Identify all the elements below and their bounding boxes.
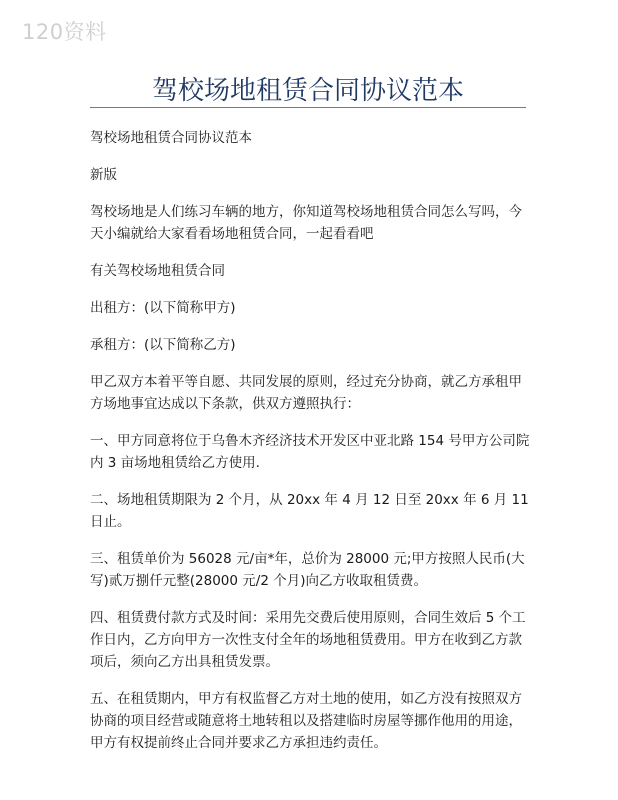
paragraph-preamble: 甲乙双方本着平等自愿、共同发展的原则，经过充分协商，就乙方承租甲方场地事宜达成以下条款，供双方遵照执行：	[90, 374, 522, 412]
clause-4: 四、租赁费付款方式及时间：采用先交费后使用原则，合同生效后 5 个工作日内，乙方向甲方一次性支付全年的场地租赁费用。甲方在收到乙方款项后，须向乙方出具租赁发票。	[90, 610, 526, 670]
clause-2: 二、场地租赁期限为 2 个月，从 20xx 年 4 月 12 日至 20xx 年 6 月 11 日止。	[90, 492, 529, 530]
clause-3: 三、租赁单价为 56028 元/亩*年，总价为 28000 元;甲方按照人民币(大写)贰万捌仟元整(28000 元/2 个月)向乙方收取租赁费。	[90, 551, 525, 589]
paragraph-edition: 新版	[90, 167, 117, 183]
document-title: 驾校场地租赁合同协议范本	[151, 76, 464, 106]
clause-5: 五、在租赁期内，甲方有权监督乙方对土地的使用，如乙方没有按照双方协商的项目经营或随意将土地转租以及搭建临时房屋等挪作他用的用途，甲方有权提前终止合同并要求乙方承担违约责任。	[90, 691, 522, 751]
clause-1: 一、甲方同意将位于乌鲁木齐经济技术开发区中亚北路 154 号甲方公司院内 3 亩场地租赁给乙方使用.	[90, 433, 530, 471]
paragraph-intro: 驾校场地是人们练习车辆的地方，你知道驾校场地租赁合同怎么写吗，今天小编就给大家看看场地租赁合同，一起看看吧	[90, 204, 522, 242]
document-body	[90, 127, 530, 769]
title-underline	[90, 107, 526, 108]
paragraph-subtitle: 驾校场地租赁合同协议范本	[90, 130, 252, 146]
paragraph-heading: 有关驾校场地租赁合同	[90, 263, 225, 279]
paragraph-lessor: 出租方：(以下简称甲方)	[90, 300, 236, 316]
watermark-text: 120资料	[22, 20, 107, 44]
paragraph-lessee: 承租方：(以下简称乙方)	[90, 337, 236, 353]
